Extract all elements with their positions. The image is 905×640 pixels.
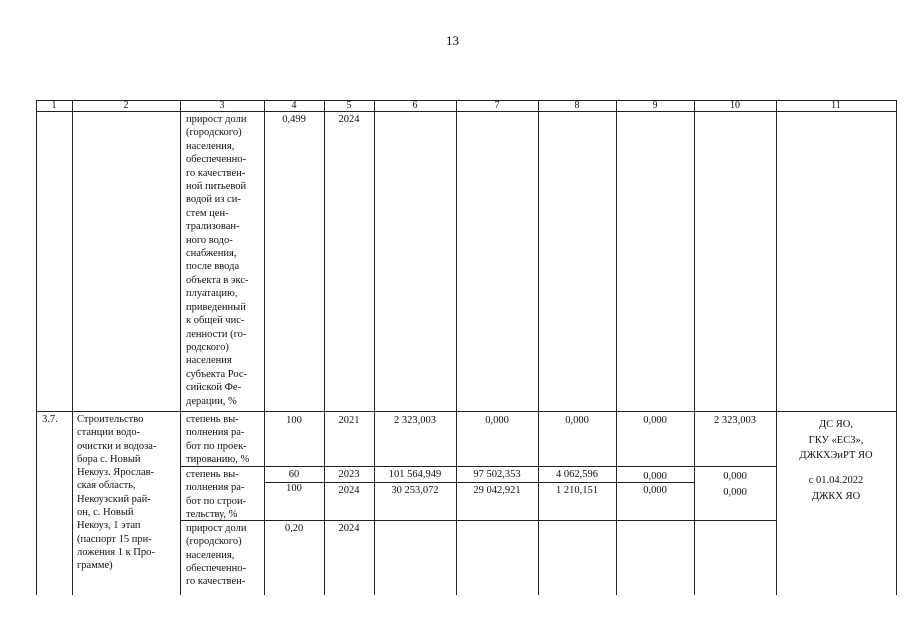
grid-line [776,100,777,595]
federal-amount: 0,000 [485,415,509,426]
row-number: 3.7. [42,414,58,425]
column-header: 2 [123,100,129,111]
indicator-value: 60 [288,469,300,480]
column-header: 11 [831,100,841,111]
local-amount: 0,000 [643,415,667,426]
indicator-text: прирост доли (городского) населения, обеспеченно- го качествен- [186,523,247,588]
local-amount: 0,000 [643,471,667,482]
regional-amount: 0,000 [565,415,589,426]
total-amount: 2 323,003 [394,415,436,426]
column-header: 3 [219,100,225,111]
indicator-text: степень вы- полнения ра- бот по проек- тированию, % [186,414,250,465]
indicator-year: 2024 [338,114,360,125]
other-amount: 2 323,003 [714,415,756,426]
column-header: 8 [574,100,580,111]
grid-line [36,100,37,595]
total-amount: 30 253,072 [391,485,439,496]
grid-line [896,100,897,595]
indicator-text: степень вы- полнения ра- бот по строи- тельству, % [186,469,247,520]
regional-amount: 1 210,151 [556,485,598,496]
total-amount: 101 564,949 [388,469,442,480]
indicator-value: 100 [286,483,302,494]
page-number: 13 [446,33,459,48]
indicator-value: 0,499 [282,114,306,125]
indicator-year: 2024 [338,523,360,534]
federal-amount: 29 042,921 [473,485,521,496]
indicator-year: 2023 [338,469,360,480]
grid-line [72,100,73,595]
regional-amount: 4 062,596 [556,469,598,480]
grid-line [180,466,776,467]
grid-line [36,111,897,112]
other-amount: 0,000 [723,487,747,498]
object-name: Строительство станции водо- очистки и водоза- бора с. Новый Некоуз. Ярослав- ская область, Некоузский рай- он, с. Новый Некоуз, 1 этап (паспорт 15 при- ложения 1 к Про- грамме) [77,414,157,572]
other-amount: 0,000 [723,471,747,482]
column-header: 4 [291,100,297,111]
local-amount: 0,000 [643,485,667,496]
indicator-value: 100 [286,415,302,426]
column-header: 7 [494,100,500,111]
indicator-value: 0,20 [284,523,304,534]
grid-line [180,520,776,521]
indicator-year: 2024 [338,485,360,496]
column-header: 10 [730,100,740,111]
responsible-executor: с 01.04.2022 ДЖКХ ЯО [808,475,864,502]
responsible-executor: ДС ЯО, ГКУ «ЕСЗ», ДЖКХЭиРТ ЯО [799,419,873,461]
indicator-year: 2021 [338,415,360,426]
indicator-text: прирост доли (городского) населения, обеспеченно- го качествен- ной питьевой водой из си- стем цен- трализован- ного водо- снабжения, после ввода объекта в экс- плуатацию, приведенный к общей чис- ленности (го- родского) населения субъекта Рос- сийской Фе- дерации, % [186,114,249,407]
column-header: 5 [346,100,352,111]
column-header: 6 [412,100,418,111]
column-header: 9 [652,100,658,111]
federal-amount: 97 502,353 [473,469,521,480]
grid-line [36,411,897,412]
column-header: 1 [51,100,57,111]
